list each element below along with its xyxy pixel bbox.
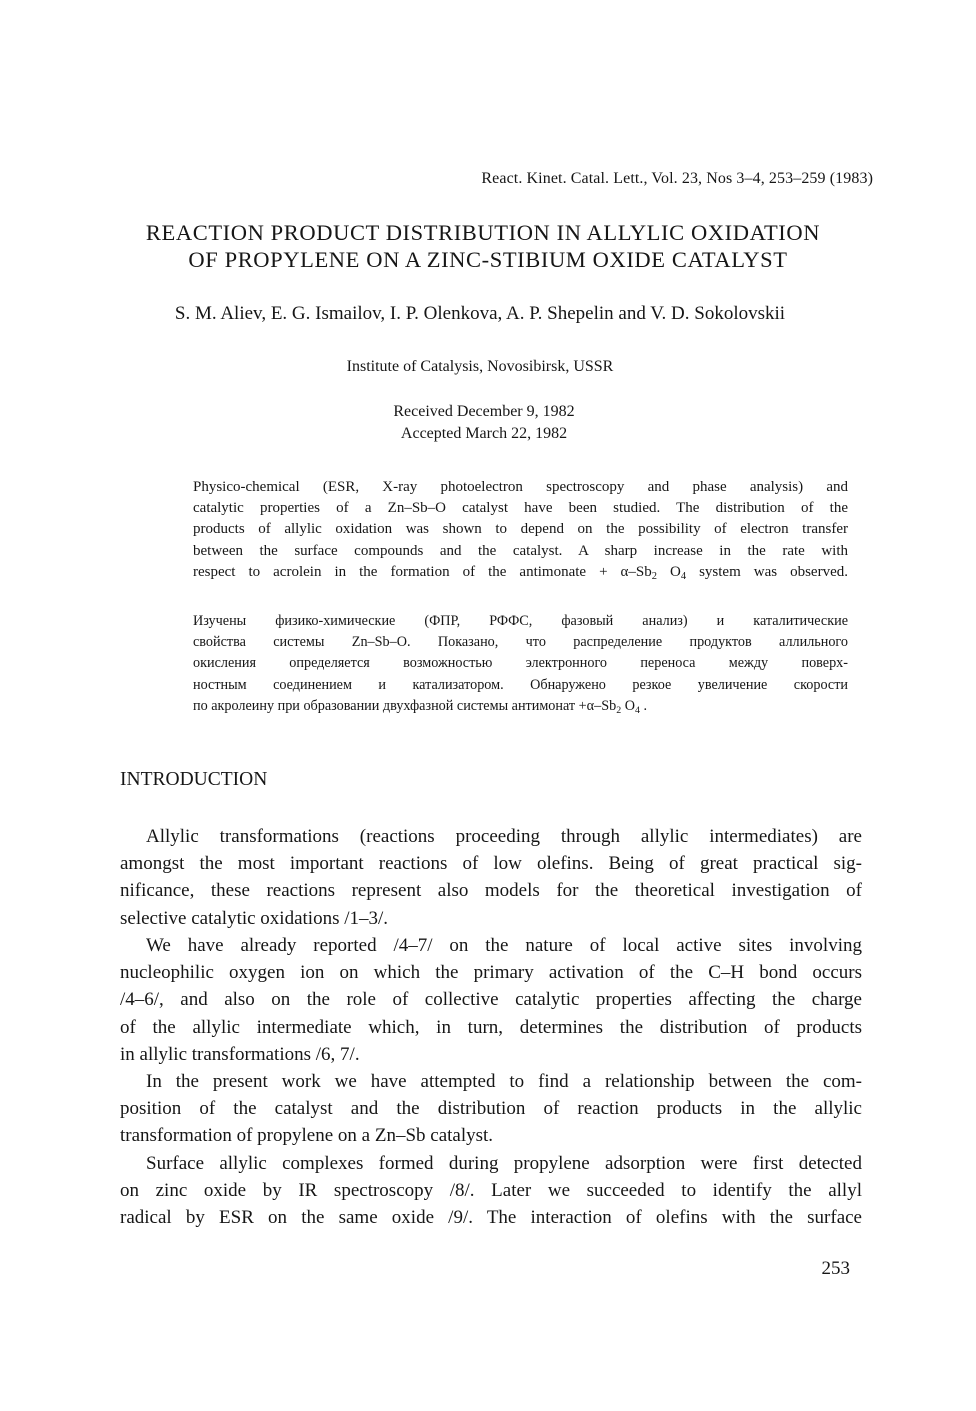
authors: S. M. Aliev, E. G. Ismailov, I. P. Olenkova, A. P. Shepelin and V. D. Sokolovskii <box>174 303 786 324</box>
abstract-line: products of allylic oxidation was shown to depend on the possibility of electron transfer <box>193 521 848 538</box>
abstract-russian <box>193 611 848 717</box>
text-line: nificance, these reactions represent also models for the theoretical investigation of <box>120 880 862 902</box>
text-line: amongst the most important reactions of low olefins. Being of great practical sig- <box>120 853 862 875</box>
abstract-english <box>193 477 848 583</box>
abstract-line: свойства системы Zn–Sb–O. Показано, что распределение продуктов аллильного <box>193 634 848 651</box>
title-line-1: REACTION PRODUCT DISTRIBUTION IN ALLYLIC OXIDATION <box>145 220 821 245</box>
abstract-line <box>193 562 848 583</box>
abstract-line: Physico-chemical (ESR, X-ray photoelectron spectroscopy and phase analysis) and <box>193 479 848 495</box>
paragraph-2 <box>120 932 862 1068</box>
paragraph-1 <box>120 823 862 932</box>
abstract-line: ностным соединением и катализатором. Обнаружено резкое увеличение скорости <box>193 676 848 693</box>
abstract-text: system was observed. <box>686 563 848 580</box>
text-line: nucleophilic oxygen ion on which the primary activation of the C–H bond occurs <box>120 962 862 984</box>
subscript: 2 <box>651 570 657 582</box>
dates <box>0 401 968 445</box>
text-line: Surface allylic complexes formed during propylene adsorption were first detected <box>146 1153 862 1174</box>
abstract-line <box>193 696 848 717</box>
received-date: Received December 9, 1982 <box>393 403 575 420</box>
abstract-line: between the surface compounds and the catalyst. A sharp increase in the rate with <box>193 542 848 559</box>
text-line: In the present work we have attempted to find a relationship between the com- <box>146 1071 862 1092</box>
paragraph-3 <box>120 1068 862 1150</box>
abstract-line: catalytic properties of a Zn–Sb–O catalyst have been studied. The distribution of the <box>193 500 848 517</box>
text-line: in allylic transformations /6, 7/. <box>120 1043 360 1065</box>
text-line: position of the catalyst and the distribution of reaction products in the allylic <box>120 1098 862 1120</box>
subscript: 2 <box>616 704 622 716</box>
abstract-text: по акролеину при образовании двухфазной системы антимонат +α–Sb <box>193 697 617 714</box>
abstract-line: Изучены физико-химические (ФПР, РФФС, фазовый анализ) и каталитические <box>193 613 848 629</box>
text-line: on zinc oxide by IR spectroscopy /8/. Later we succeeded to identify the allyl <box>120 1180 862 1202</box>
paragraph-4 <box>120 1150 862 1232</box>
text-line: transformation of propylene on a Zn–Sb catalyst. <box>120 1125 494 1147</box>
abstract-text: . <box>639 697 648 714</box>
text-line: radical by ESR on the same oxide /9/. The interaction of olefins with the surface <box>120 1207 862 1229</box>
abstract-line: окисления определяется возможностью электронного переноса между поверх- <box>193 655 848 672</box>
subscript: 4 <box>634 704 640 716</box>
title-line-2: OF PROPYLENE ON A ZINC-STIBIUM OXIDE CATALYST <box>188 247 788 272</box>
article-title <box>0 219 976 273</box>
section-heading: INTRODUCTION <box>120 769 268 790</box>
text-line: /4–6/, and also on the role of collective catalytic properties affecting the charge <box>120 989 862 1011</box>
abstract-text: O <box>656 563 681 580</box>
institution: Institute of Catalysis, Novosibirsk, USSR <box>346 358 614 375</box>
text-line: Allylic transformations (reactions proceeding through allylic intermediates) are <box>146 826 862 847</box>
text-line: We have already reported /4–7/ on the nature of local active sites involving <box>146 935 862 956</box>
text-line: selective catalytic oxidations /1–3/. <box>120 907 389 929</box>
journal-reference: React. Kinet. Catal. Lett., Vol. 23, Nos 3–4, 253–259 (1983) <box>481 170 873 187</box>
abstract-text: respect to acrolein in the formation of the antimonate + α–Sb <box>193 563 652 580</box>
text-line: of the allylic intermediate which, in turn, determines the distribution of products <box>120 1016 862 1038</box>
accepted-date: Accepted March 22, 1982 <box>400 425 568 442</box>
abstract-text: O <box>621 697 635 714</box>
page-number: 253 <box>821 1258 850 1279</box>
subscript: 4 <box>680 570 687 582</box>
